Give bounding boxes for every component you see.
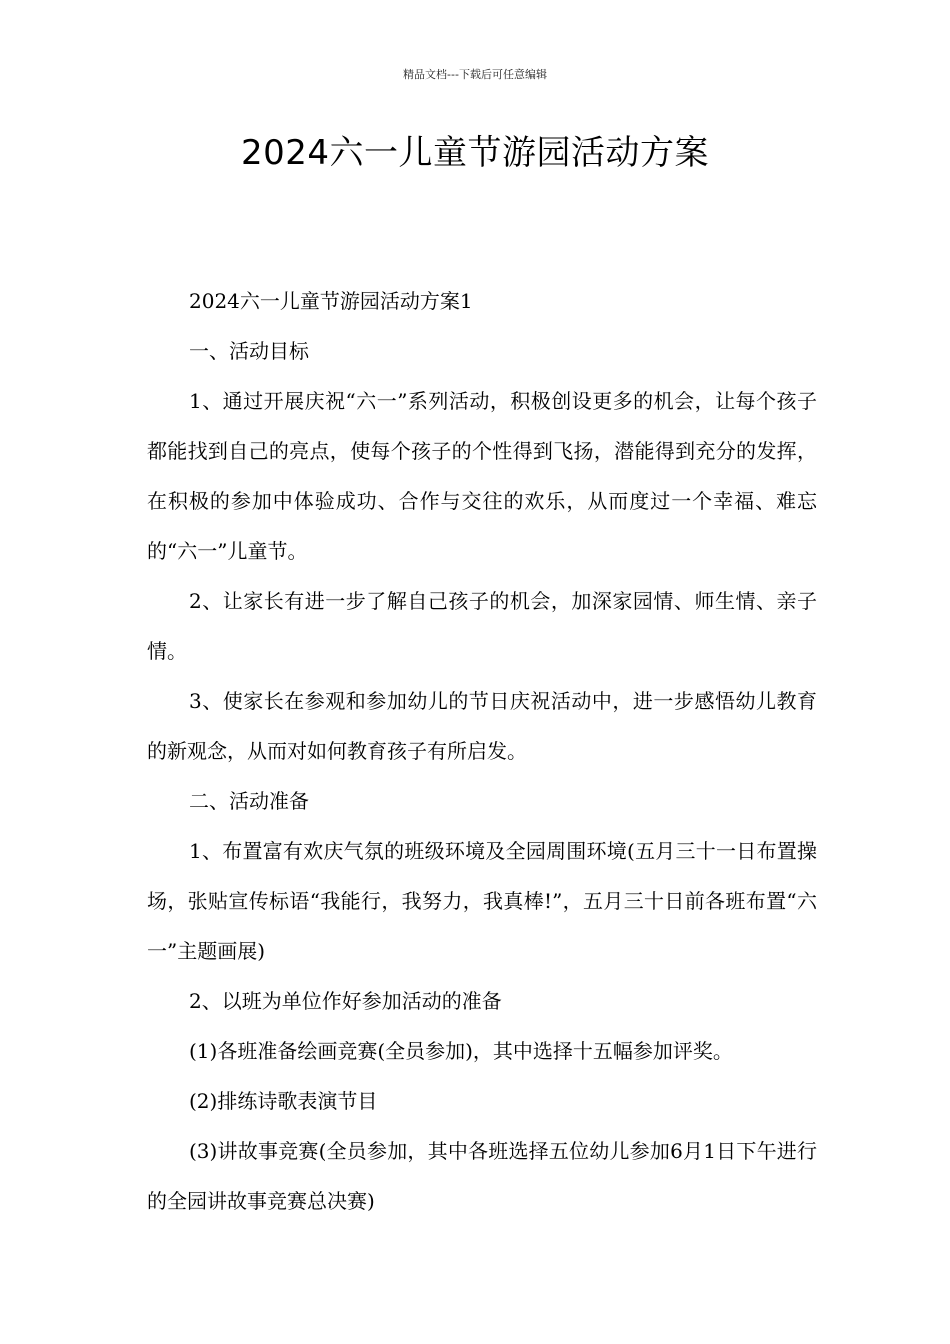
preparation-item-2: (2)排练诗歌表演节目 (189, 1089, 378, 1113)
preparation-item-1: (1)各班准备绘画竞赛(全员参加)，其中选择十五幅参加评奖。 (189, 1039, 733, 1063)
section-heading-goals: 一、活动目标 (189, 339, 309, 363)
goal-paragraph-2: 2、让家长有进一步了解自己孩子的机会，加深家园情、师生情、亲子情。 (147, 589, 817, 663)
preparation-paragraph-1: 1、布置富有欢庆气氛的班级环境及全园周围环境(五月三十一日布置操场，张贴宣传标语“我能行，我努力，我真棒!”，五月三十日前各班布置“六一”主题画展) (147, 839, 817, 963)
goal-paragraph-3: 3、使家长在参观和参加幼儿的节日庆祝活动中，进一步感悟幼儿教育的新观念，从而对如何教育孩子有所启发。 (147, 689, 817, 763)
header-note: 精品文档---下载后可任意编辑 (403, 68, 547, 81)
goal-paragraph-1: 1、通过开展庆祝“六一”系列活动，积极创设更多的机会，让每个孩子都能找到自己的亮点，使每个孩子的个性得到飞扬，潜能得到充分的发挥，在积极的参加中体验成功、合作与交往的欢乐，从而度过一个幸福、难忘的“六一”儿童节。 (147, 389, 817, 563)
document-body (147, 276, 817, 1226)
preparation-paragraph-2: 2、以班为单位作好参加活动的准备 (189, 989, 502, 1013)
preparation-item-3: (3)讲故事竞赛(全员参加，其中各班选择五位幼儿参加6月1日下午进行的全园讲故事竞赛总决赛) (147, 1139, 817, 1213)
section-subtitle: 2024六一儿童节游园活动方案1 (189, 289, 473, 313)
section-heading-preparation: 二、活动准备 (189, 789, 309, 813)
document-title: 2024六一儿童节游园活动方案 (240, 133, 710, 173)
